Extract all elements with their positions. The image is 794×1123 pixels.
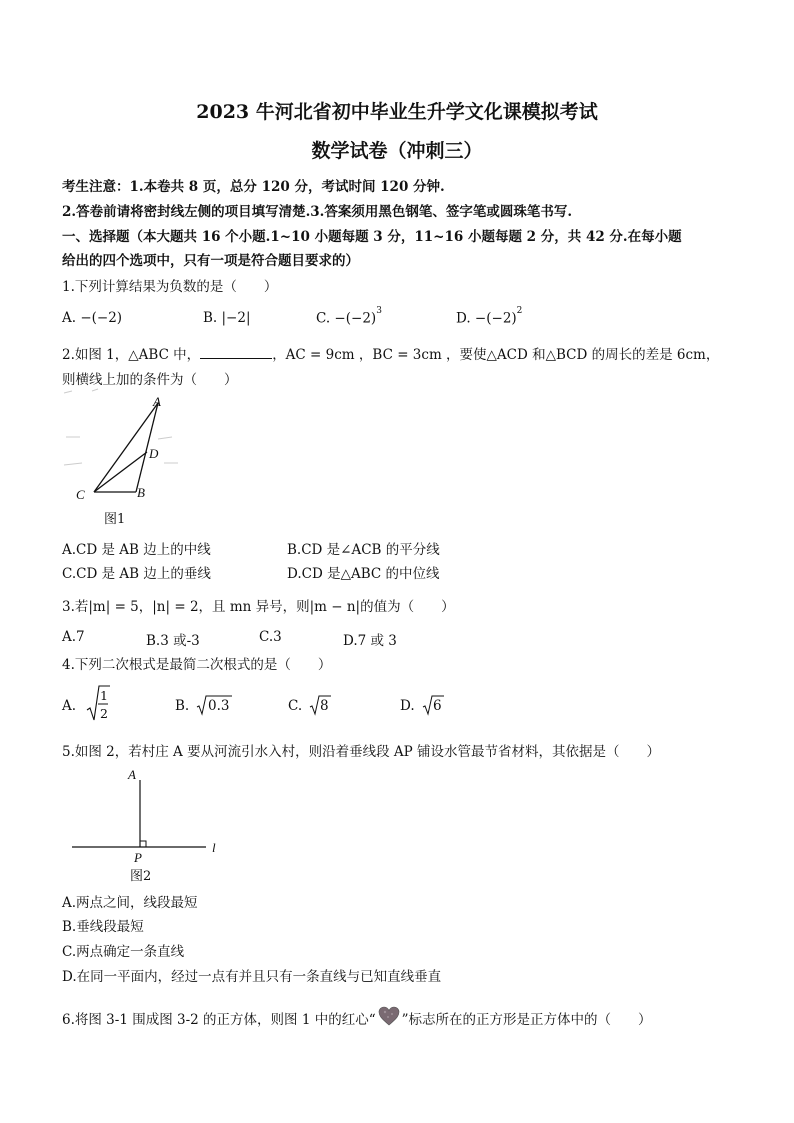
q2-option-a: A.CD 是 AB 边上的中线: [62, 542, 211, 558]
figure-1-caption: 图1: [104, 512, 126, 527]
q4-option-d-label: D.: [400, 698, 415, 714]
q1-option-d: [456, 306, 523, 327]
q5-option-b: B.垂线段最短: [62, 919, 144, 935]
q4-stem: 4.下列二次根式是最简二次根式的是（ ）: [62, 657, 332, 673]
q1-option-b: B. |−2|: [203, 310, 251, 326]
q1-option-d-exponent: 2: [516, 306, 523, 316]
q4-option-a-label: A.: [62, 698, 77, 714]
figure-1-triangle: [62, 385, 192, 525]
notice-line-1: 考生注意：1.本卷共 8 页，总分 120 分，考试时间 120 分钟.: [62, 179, 445, 195]
point-d-label: D: [149, 446, 159, 461]
q1-option-a: A. −(−2): [62, 310, 123, 326]
q2-stem-part-b: ，AC = 9cm ，BC = 3cm ，要使△ACD 和△BCD 的周长的差是 6cm，: [272, 347, 720, 363]
q4-option-c-label: C.: [288, 698, 303, 714]
right-angle-mark: [140, 841, 146, 847]
q1-stem: 1.下列计算结果为负数的是（ ）: [62, 279, 278, 295]
notice-line-2: 2.答卷前请将密封线左侧的项目填写清楚.3.答案须用黑色钢笔、签字笔或圆珠笔书写.: [62, 204, 573, 220]
q3-option-a: A.7: [62, 629, 85, 645]
q2-stem-line-1: [62, 343, 719, 363]
q2-answer-blank: [200, 346, 272, 359]
q5-option-c: C.两点确定一条直线: [62, 944, 185, 960]
q4-option-a-denominator: 2: [100, 706, 108, 721]
point-p-label: P: [134, 850, 142, 865]
q1-option-c-base: C. −(−2): [316, 310, 377, 327]
q3-option-b: B.3 或-3: [146, 633, 200, 649]
line-l-label: l: [212, 840, 216, 855]
q3-stem: 3.若|m| = 5，|n| = 2，且 mn 异号，则|m − n|的值为（ ）: [62, 599, 455, 615]
heart-icon: [378, 1006, 400, 1026]
q1-option-c-exponent: 3: [376, 306, 382, 316]
q6-stem: [62, 1006, 652, 1028]
q5-option-d: D.在同一平面内，经过一点有并且只有一条直线与已知直线垂直: [62, 969, 442, 985]
q1-option-c: [316, 306, 382, 327]
q6-stem-part-b: ”标志所在的正方形是正方体中的（ ）: [401, 1012, 652, 1028]
q2-option-c: C.CD 是 AB 边上的垂线: [62, 566, 211, 582]
figure-2-caption: 图2: [130, 869, 152, 884]
section-heading-line-1: 一、选择题（本大题共 16 个小题.1~10 小题每题 3 分，11~16 小题每题 2 分，共 42 分.在每小题: [62, 229, 682, 245]
exam-subtitle: 数学试卷（冲刺三）: [311, 140, 483, 162]
q3-option-d: D.7 或 3: [343, 633, 397, 649]
section-heading-line-2: 给出的四个选项中，只有一项是符合题目要求的）: [62, 253, 359, 269]
point-a2-label: A: [128, 767, 136, 782]
q5-option-a: A.两点之间，线段最短: [62, 895, 198, 911]
q6-stem-part-a: 6.将图 3-1 围成图 3-2 的正方体，则图 1 中的红心“: [62, 1012, 376, 1028]
q4-option-c-radicand: 8: [320, 698, 329, 714]
q4-option-b-label: B.: [175, 698, 190, 714]
q5-stem: 5.如图 2，若村庄 A 要从河流引水入村，则沿着垂线段 AP 铺设水管最节省材料，其依据是（ ）: [62, 744, 661, 760]
q4-option-a-numerator: 1: [100, 688, 108, 703]
q4-option-d-radicand: 6: [433, 698, 442, 714]
q2-option-d: D.CD 是△ABC 的中位线: [287, 566, 440, 582]
q2-stem-line-2: 则横线上加的条件为（ ）: [62, 372, 238, 388]
point-c-label: C: [76, 487, 85, 502]
point-a-label: A: [153, 394, 161, 409]
point-b-label: B: [137, 485, 145, 500]
q2-stem-part-a: 2.如图 1，△ABC 中，: [62, 347, 201, 363]
q4-option-b-radicand: 0.3: [208, 698, 230, 714]
q1-option-d-base: D. −(−2): [456, 310, 517, 327]
q3-option-c: C.3: [259, 629, 282, 645]
figure-2-perpendicular: [62, 770, 222, 860]
exam-title: 2023 牛河北省初中毕业生升学文化课模拟考试: [196, 101, 598, 123]
q2-option-b: B.CD 是∠ACB 的平分线: [287, 542, 440, 558]
